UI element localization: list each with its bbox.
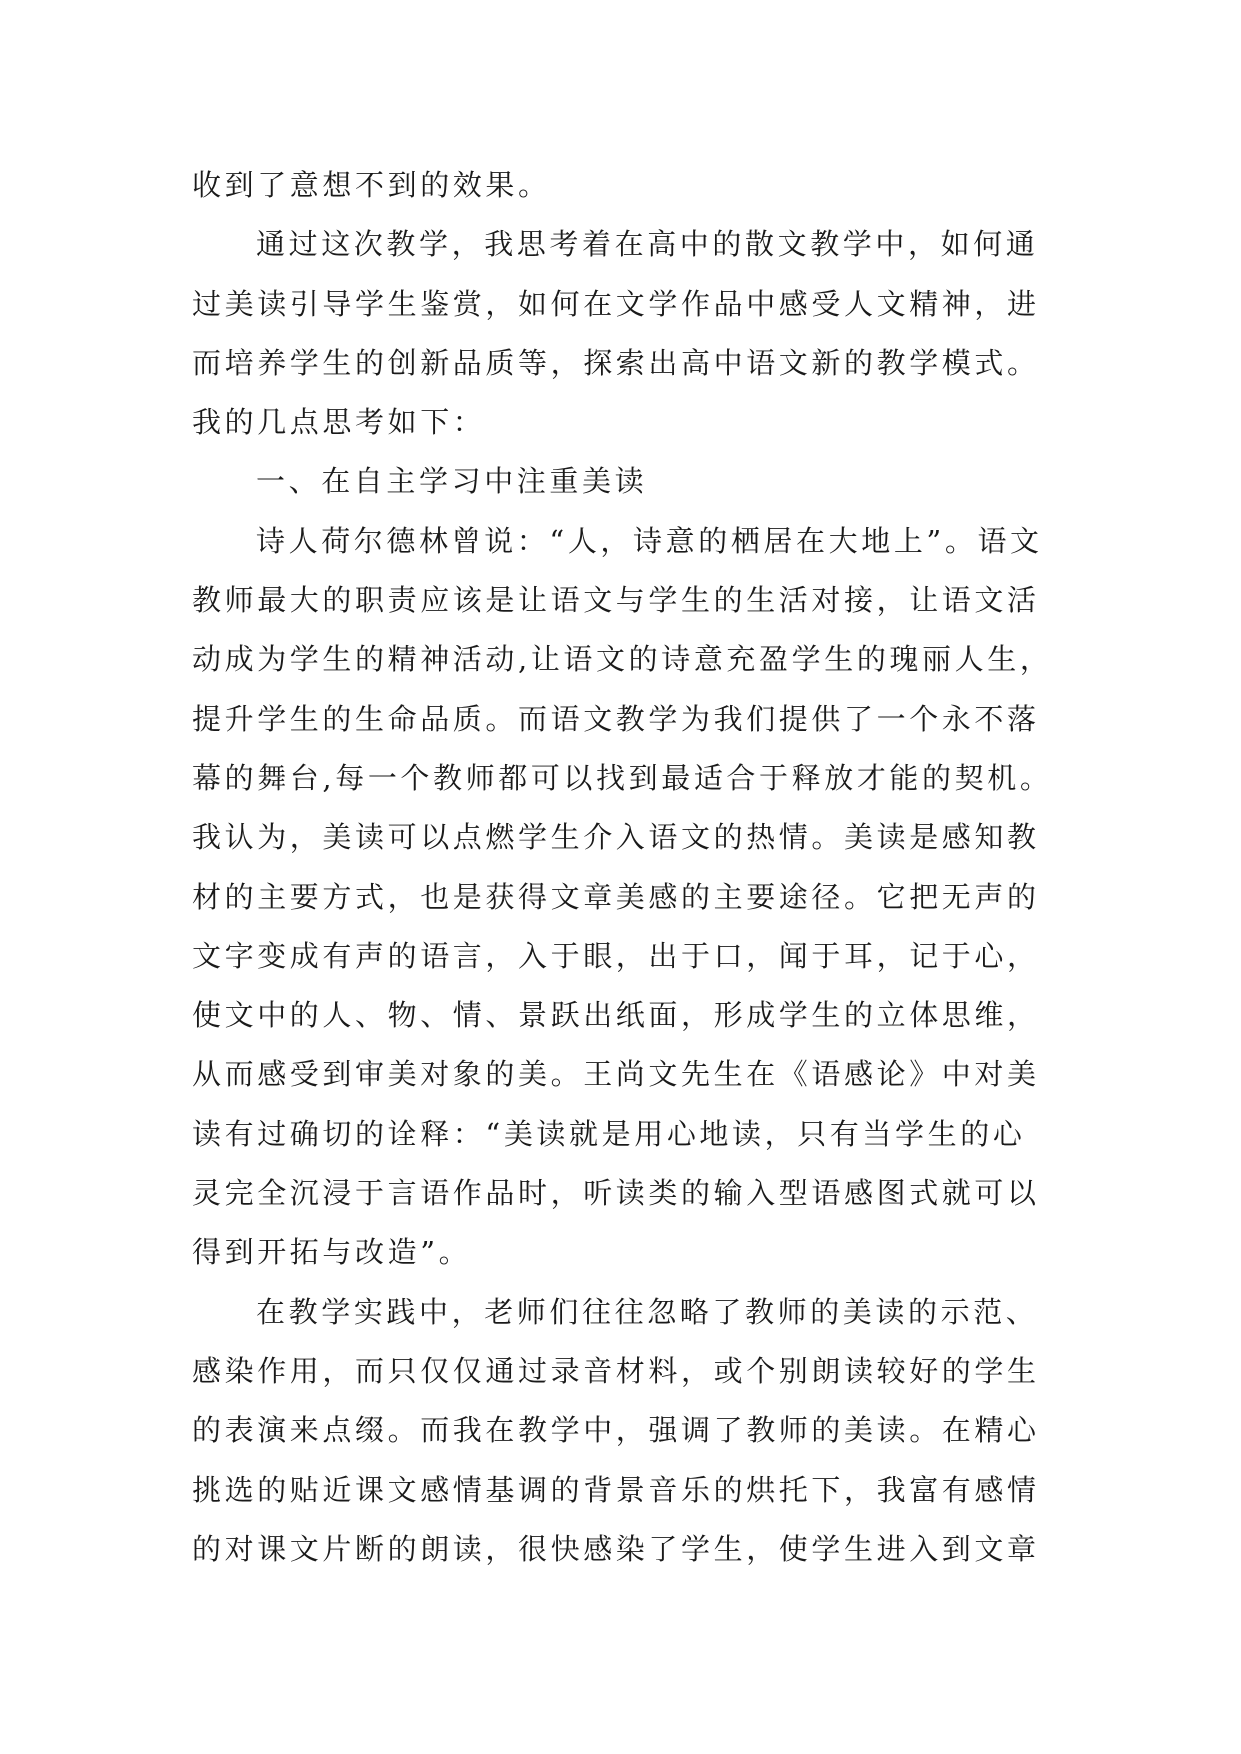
text-line: 而培养学生的创新品质等，探索出高中语文新的教学模式。 [192, 345, 1040, 380]
text-line: 材的主要方式，也是获得文章美感的主要途径。它把无声的 [192, 879, 1040, 914]
text-line: 收到了意想不到的效果。 [192, 168, 551, 202]
paragraph-first-line: 通过这次教学，我思考着在高中的散文教学中，如何通 [256, 227, 1039, 262]
text-line: 过美读引导学生鉴赏，如何在文学作品中感受人文精神，进 [192, 286, 1040, 321]
body-text [192, 156, 1072, 1579]
text-line: 感染作用，而只仅仅通过录音材料，或个别朗读较好的学生 [192, 1353, 1040, 1388]
text-line: 从而感受到审美对象的美。王尚文先生在《语感论》中对美 [192, 1057, 1040, 1092]
text-line: 读有过确切的诠释：“美读就是用心地读，只有当学生的心 [192, 1116, 1026, 1151]
text-line: 提升学生的生命品质。而语文教学为我们提供了一个永不落 [192, 701, 1040, 736]
section-heading: 一、在自主学习中注重美读 [256, 464, 648, 499]
text-line: 动成为学生的精神活动,让语文的诗意充盈学生的瑰丽人生， [192, 642, 1053, 677]
text-line: 的表演来点缀。而我在教学中，强调了教师的美读。在精心 [192, 1413, 1040, 1448]
text-line: 幕的舞台,每一个教师都可以找到最适合于释放才能的契机。 [192, 760, 1053, 795]
text-line: 文字变成有声的语言，入于眼，出于口，闻于耳，记于心， [192, 938, 1040, 973]
text-line: 挑选的贴近课文感情基调的背景音乐的烘托下，我富有感情 [192, 1472, 1040, 1507]
paragraph-first-line: 在教学实践中，老师们往往忽略了教师的美读的示范、 [256, 1294, 1039, 1329]
text-line: 使文中的人、物、情、景跃出纸面，形成学生的立体思维， [192, 998, 1040, 1033]
text-line: 灵完全沉浸于言语作品时，听读类的输入型语感图式就可以 [192, 1176, 1040, 1211]
paragraph-first-line: 诗人荷尔德林曾说：“人，诗意的栖居在大地上”。语文 [256, 523, 1043, 558]
text-line: 教师最大的职责应该是让语文与学生的生活对接，让语文活 [192, 583, 1040, 618]
text-line: 我认为，美读可以点燃学生介入语文的热情。美读是感知教 [192, 820, 1040, 855]
text-line: 得到开拓与改造”。 [192, 1235, 472, 1270]
text-line: 的对课文片断的朗读，很快感染了学生，使学生进入到文章 [192, 1531, 1040, 1566]
text-line: 我的几点思考如下： [192, 405, 486, 440]
